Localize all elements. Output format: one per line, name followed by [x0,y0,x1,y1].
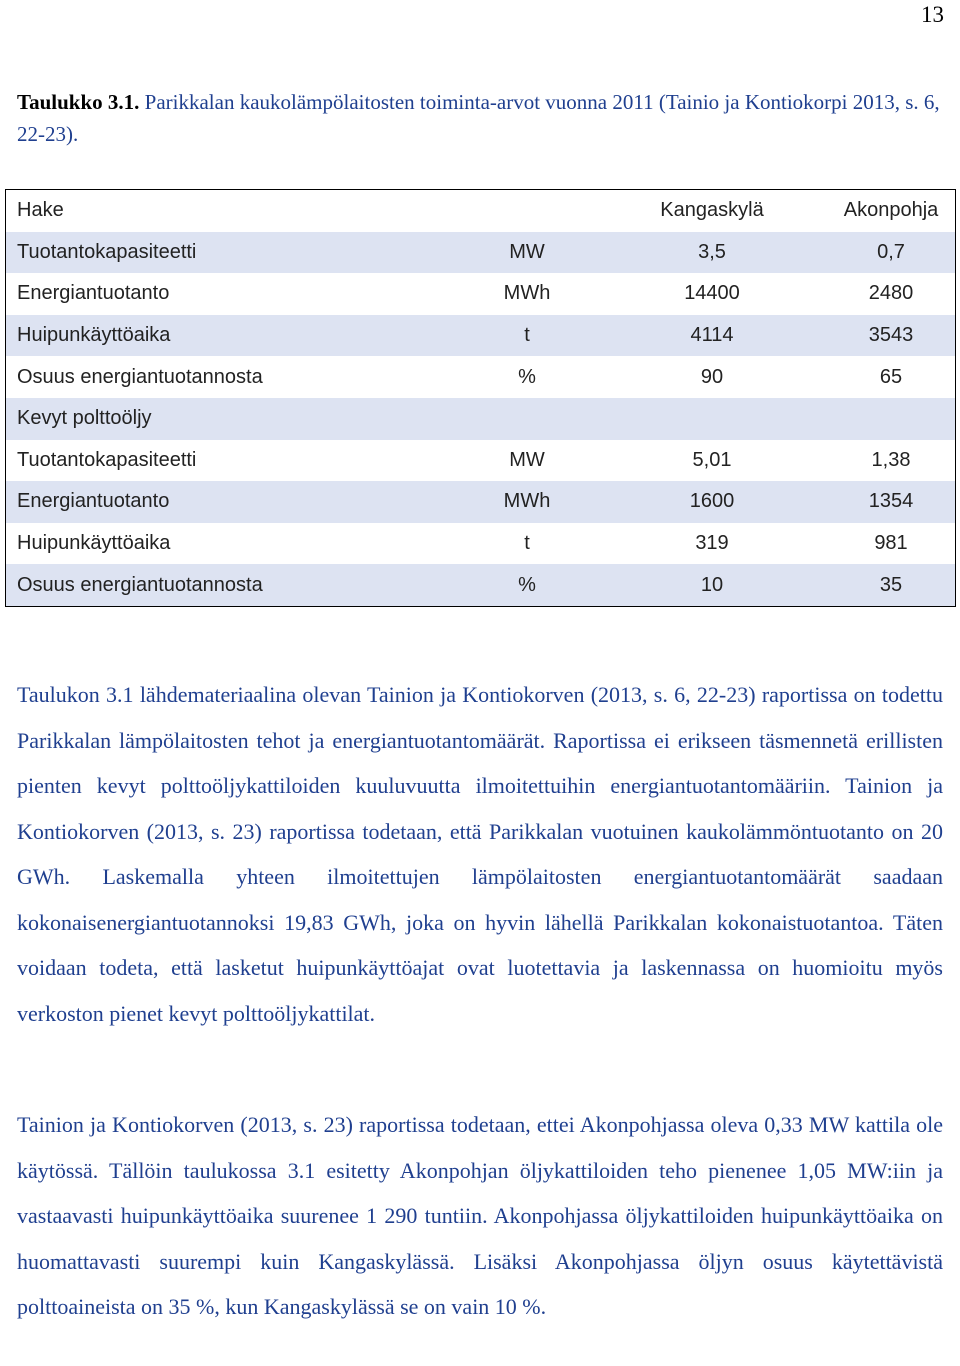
value-akonpohja: 35 [827,564,956,606]
row-label: Huipunkäyttöaika [17,532,171,555]
row-unit: % [518,365,536,388]
table-caption [17,86,943,150]
row-unit: MWh [503,282,551,305]
table-row [6,481,956,523]
value-kangaskyla: 10 [597,564,827,606]
value-kangaskyla: 5,01 [692,448,732,471]
table-row [6,398,956,440]
row-label: Tuotantokapasiteetti [17,448,197,471]
row-unit: t [457,315,597,357]
value-akonpohja: 981 [874,532,908,555]
table-row [6,315,956,357]
row-unit: t [524,532,530,555]
body-paragraph-2: Tainion ja Kontiokorven (2013, s. 23) raportissa todetaan, ettei Akonpohjassa oleva 0,33 MW kattila ole käytössä. Tällöin taulukossa 3.1 esitetty Akonpohjan öljykattiloiden teho pienenee 1,05 MW:iin ja vastaavasti huipunkäyttöaika suurenee 1 290 tuntiin. Akonpohjassa öljykattiloiden huipunkäyttöaika on huomattavasti suurempi kuin Kangaskylässä. Lisäksi Akonpohjassa öljyn osuus käytettävistä polttoaineista on 35 %, kun Kangaskylässä se on vain 10 %. [17,1112,943,1319]
page-number: 13 [921,2,944,27]
row-label: Energiantuotanto [17,282,170,305]
value-akonpohja [827,398,956,440]
value-akonpohja: 2480 [868,282,914,305]
body-paragraph-1: Taulukon 3.1 lähdemateriaalina olevan Tainion ja Kontiokorven (2013, s. 6, 22-23) raportissa on todettu Parikkalan lämpölaitosten tehot ja energiantuotantomäärät. Raportissa ei erikseen täsmennetä erillisten pienten kevyt polttoöljykattiloiden kuuluvuutta ilmoitettuihin energiantuotantomääriin. Tainion ja Kontiokorven (2013, s. 23) raportissa todetaan, että Parikkalan vuotuinen kaukolämmöntuotanto on 20 GWh. Laskemalla yhteen ilmoitettujen lämpölaitosten energiantuotantomäärät saadaan kokonaisenergiantuotannoksi 19,83 GWh, joka on hyvin lähellä Parikkalan kokonaistuotantoa. Täten voidaan todeta, että lasketut huipunkäyttöajat ovat luotettavia ja laskennassa on huomioitu myös verkoston pienet kevyt polttoöljykattilat. [17,682,943,1026]
value-kangaskyla [597,398,827,440]
table-caption-label: Taulukko 3.1. [17,90,140,114]
table-row [6,440,956,482]
row-label: Huipunkäyttöaika [6,315,458,357]
table-row [6,523,956,565]
column-header-kangaskyla: Kangaskylä [660,199,764,222]
row-unit: MWh [457,481,597,523]
value-kangaskyla: 3,5 [597,232,827,274]
value-kangaskyla: 1600 [597,481,827,523]
heating-plants-table [5,189,956,607]
row-unit: MW [509,448,545,471]
value-kangaskyla: 4114 [597,315,827,357]
row-label: Hake [17,199,64,222]
value-akonpohja: 1,38 [871,448,911,471]
row-label: Kevyt polttoöljy [6,398,458,440]
value-kangaskyla: 14400 [684,282,740,305]
value-kangaskyla: 90 [700,365,724,388]
value-akonpohja: 0,7 [827,232,956,274]
table-row [6,356,956,398]
value-akonpohja: 3543 [827,315,956,357]
value-akonpohja: 65 [879,365,903,388]
table-caption-text: Parikkalan kaukolämpölaitosten toiminta-arvot vuonna 2011 (Tainio ja Kontiokorpi 2013, s. 6, 22-23). [17,90,940,146]
column-header-akonpohja: Akonpohja [843,199,939,222]
row-unit: MW [457,232,597,274]
row-label: Tuotantokapasiteetti [6,232,458,274]
row-label: Energiantuotanto [6,481,458,523]
row-unit [457,190,597,232]
value-akonpohja: 1354 [827,481,956,523]
value-kangaskyla: 319 [695,532,729,555]
table-row [6,564,956,606]
row-unit [457,398,597,440]
table-row [6,232,956,274]
table-row [6,273,956,315]
row-label: Osuus energiantuotannosta [6,564,458,606]
row-unit: % [457,564,597,606]
table-row [6,190,956,232]
row-label: Osuus energiantuotannosta [17,365,263,388]
